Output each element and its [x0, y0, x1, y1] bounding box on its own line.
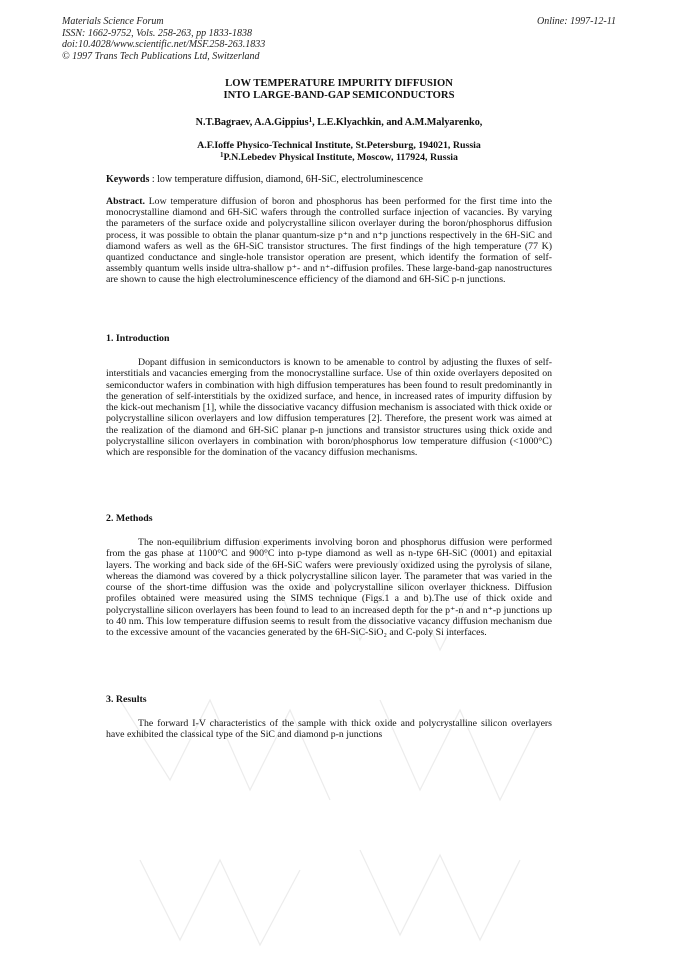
copyright-line: © 1997 Trans Tech Publications Ltd, Switzerland: [62, 50, 260, 62]
publication-header: [62, 16, 265, 62]
affiliation-1: A.F.Ioffe Physico-Technical Institute, St.Petersburg, 194021, Russia: [197, 140, 481, 151]
keywords-text: : low temperature diffusion, diamond, 6H-SiC, electroluminescence: [149, 174, 423, 185]
author-affiliation-mark: 1: [308, 116, 313, 124]
online-date: Online: 1997-12-11: [537, 16, 616, 27]
title-line-1: LOW TEMPERATURE IMPURITY DIFFUSION: [225, 78, 453, 89]
affiliations: [0, 140, 678, 163]
author-names-rest: , L.E.Klyachkin, and A.M.Malyarenko,: [312, 117, 483, 128]
section-heading-methods: 2. Methods: [106, 513, 153, 524]
doi-link[interactable]: doi:10.4028/www.scientific.net/MSF.258-263.1833: [62, 39, 266, 50]
introduction-paragraph: Dopant diffusion in semiconductors is known to be amenable to control by adjusting the fluxes of self-interstitials and vacancies emerging from the monocrystalline surface. Use of thin oxide overlayers deposited on semiconductor wafers in combination with high diffusion temperatures has been found to result predominantly in the generation of self-interstitials by the oxidized surface, and hence, in increased rates of impurity diffusion by the kick-out mechanism [1], while the dissociative vacancy diffusion mechanism is associated with thick oxide or polycrystalline silicon overlayers and low diffusion temperatures [2]. Therefore, the present work was aimed at the realization of the diamond and 6H-SiC planar p-n junctions and transistor structures using thick oxide and polycrystalline silicon overlayers in combination with boron/phosphorus low temperature diffusion (<1000°C) which are responsible for the domination of the vacancy diffusion mechanisms.: [106, 357, 552, 458]
affiliation-2: [0, 152, 678, 164]
issn-line: ISSN: 1662-9752, Vols. 258-263, pp 1833-1838: [62, 27, 252, 39]
abstract: [106, 196, 552, 286]
section-heading-results: 3. Results: [106, 694, 147, 705]
keywords: [106, 174, 423, 185]
author-list: [0, 117, 678, 128]
author-names-first: N.T.Bagraev, A.A.Gippius: [195, 117, 309, 128]
affiliation-2-text: P.N.Lebedev Physical Institute, Moscow, 117924, Russia: [223, 151, 458, 163]
keywords-label: Keywords: [106, 174, 150, 185]
paper-title: [0, 78, 678, 102]
abstract-text: Low temperature diffusion of boron and phosphorus has been performed for the first time into the monocrystalline diamond and 6H-SiC wafers through the controlled surface injection of vacancies. By varying the parameters of the surface oxide and polycrystalline silicon overlayer during the boron/phosphorus diffusion process, it was possible to obtain the planar quantum-size p⁺n and n⁺p junctions respectively in the 6H-SiC and diamond wafers as well as the 6H-SiC transistor structures. The first findings of the high temperature (77 K) quantized conductance and single-hole transistor operation are present, which identify the formation of self-assembly quantum wells inside ultra-shallow p⁺- and n⁺-diffusion profiles. These large-band-gap nanostructures are shown to cause the high electroluminescence efficiency of the diamond and 6H-SiC p-n junctions.: [106, 196, 552, 286]
methods-paragraph: The non-equilibrium diffusion experiments involving boron and phosphorus diffusion were performed from the gas phase at 1100°C and 900°C into p-type diamond as well as n-type 6H-SiC (0001) and epitaxial layers. The working and back side of the 6H-SiC wafers were previously oxidized using the pyrolysis of silane, whereas the diamond was covered by a thick polycrystalline silicon layer. The parameter that was varied in the course of the short-time diffusion was the oxide and polycrystalline silicon overlayer thickness. Diffusion profiles obtained were measured using the SIMS technique (Figs.1 a and b).The use of thick oxide and polycrystalline silicon overlayers has been found to lead to an increased depth for the p⁺-n and n⁺-p junctions up to 40 nm. This low temperature diffusion seems to result from the dissociative vacancy diffusion mechanism due to the excessive amount of the vacancies generated by the 6H-SiC-SiO₂ and C-poly Si interfaces.: [106, 537, 552, 638]
affiliation-2-mark: 1: [220, 150, 224, 159]
journal-name: Materials Science Forum: [62, 16, 164, 27]
results-paragraph: The forward I-V characteristics of the sample with thick oxide and polycrystalline silicon overlayers have exhibited the classical type of the SiC and diamond p-n junctions: [106, 718, 552, 741]
abstract-label: Abstract.: [106, 196, 145, 207]
section-heading-introduction: 1. Introduction: [106, 333, 170, 344]
title-line-2: INTO LARGE-BAND-GAP SEMICONDUCTORS: [223, 90, 455, 101]
